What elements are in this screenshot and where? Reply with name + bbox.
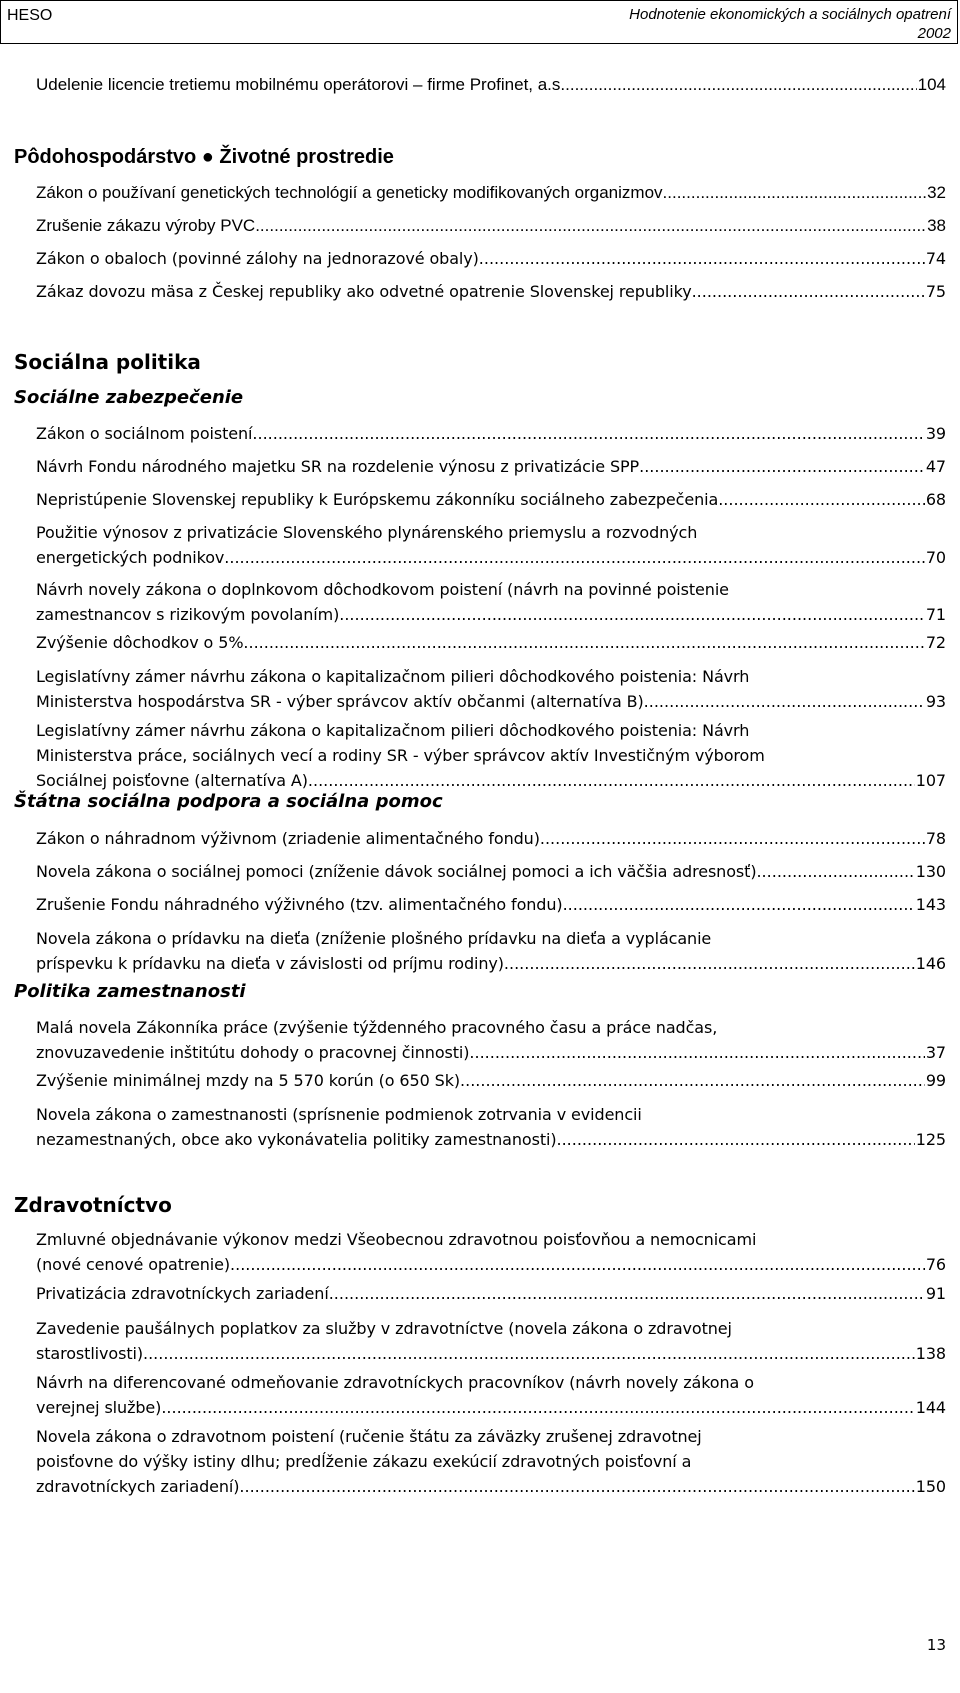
dot-leader [252,421,924,446]
toc-entry [36,1227,946,1277]
toc-entry [36,454,946,479]
page-number: 13 [926,1636,946,1654]
dot-leader [565,72,916,97]
dot-leader [469,1040,924,1065]
toc-entry-text: Zvýšenie dôchodkov o 5% [36,633,244,652]
toc-page-number: 70 [925,548,946,567]
toc-entry-line [36,1127,946,1152]
toc-entry [36,1102,946,1152]
toc-entry-line [36,520,946,545]
toc-entry-text: starostlivosti) [36,1344,143,1363]
toc-entry-line [36,1449,946,1474]
dot-leader [718,487,925,512]
toc-page-number: 74 [925,249,946,268]
toc-entry-line [36,1015,946,1040]
toc-entry-text: znovuzavedenie inštitútu dohody o pracovnej činnosti) [36,1043,470,1062]
dot-leader [239,1474,914,1499]
toc-page-number: 37 [925,1043,946,1062]
toc-entry-text: Sociálnej poisťovne (alternatíva A) [36,771,308,790]
dot-leader [230,1252,925,1277]
toc-entry-text: Zákon o sociálnom poistení [36,424,253,443]
toc-entry [36,213,946,238]
toc-entry-text: Legislatívny zámer návrhu zákona o kapitalizačnom pilieri dôchodkového poistenia: Návrh [36,667,750,686]
toc-entry [36,1370,946,1420]
toc-entry-text: Zvýšenie minimálnej mzdy na 5 570 korún (o 650 Sk) [36,1071,461,1090]
toc-page-number: 138 [915,1344,946,1363]
header-title: Hodnotenie ekonomických a sociálnych opatrení [629,6,951,23]
toc-entry [36,1281,946,1306]
toc-page-number: 72 [925,633,946,652]
toc-entry-line [36,1316,946,1341]
toc-page-number: 78 [925,829,946,848]
toc-entry-text: zamestnancov s rizikovým povolaním) [36,605,340,624]
toc-entry [36,72,946,97]
dot-leader [224,545,925,570]
toc-entry-text: Zákon o používaní genetických technológií a geneticky modifikovaných organizmov [36,183,663,202]
toc-entry-text: Návrh Fondu národného majetku SR na rozdelenie výnosu z privatizácie SPP [36,457,640,476]
toc-page-number: 130 [915,862,946,881]
subsection-heading: Štátna sociálna podpora a sociálna pomoc [14,791,443,812]
dot-leader [644,689,925,714]
toc-entry [36,926,946,976]
toc-entry-text: Privatizácia zdravotníckych zariadení [36,1284,329,1303]
dot-leader [639,454,925,479]
toc-entry-text: Zákaz dovozu mäsa z Českej republiky ako odvetné opatrenie Slovenskej republiky [36,282,692,301]
toc-entry-text: Nepristúpenie Slovenskej republiky k Európskemu zákonníku sociálneho zabezpečenia [36,490,719,509]
toc-entry [36,180,946,205]
toc-entry-text: Návrh novely zákona o doplnkovom dôchodkovom poistení (návrh na povinné poistenie [36,580,729,599]
toc-page-number: 125 [915,1130,946,1149]
toc-page-number: 76 [925,1255,946,1274]
dot-leader [308,768,915,793]
toc-page-number: 32 [927,183,946,202]
section-heading: Pôdohospodárstvo ● Životné prostredie [14,146,394,168]
toc-entry [36,859,946,884]
toc-page-number: 150 [915,1477,946,1496]
dot-leader [692,279,925,304]
toc-entry [36,630,946,655]
toc-entry-text: Novela zákona o sociálnej pomoci (zníženie dávok sociálnej pomoci a ich väčšia adresnosť) [36,862,757,881]
toc-entry-line [36,545,946,570]
toc-entry-text: Zrušenie zákazu výroby PVC [36,216,256,235]
toc-entry-text: Malá novela Zákonníka práce (zvýšenie týždenného pracovného času a práce nadčas, [36,1018,718,1037]
toc-entry [36,718,946,793]
toc-entry-text: príspevku k prídavku na dieťa v závislosti od príjmu rodiny) [36,954,504,973]
toc-entry-text: energetických podnikov [36,548,225,567]
toc-entry-line [36,1341,946,1366]
toc-entry-line [36,1424,946,1449]
dot-leader [563,892,915,917]
toc-entry-line [36,826,946,851]
dot-leader [479,246,925,271]
toc-entry-text: Použitie výnosov z privatizácie Slovenského plynárenského priemyslu a rozvodných [36,523,698,542]
toc-entry-text: Legislatívny zámer návrhu zákona o kapitalizačnom pilieri dôchodkového poistenia: Návrh [36,721,750,740]
toc-entry-line [36,213,946,238]
dot-leader [329,1281,925,1306]
subsection-heading: Politika zamestnanosti [14,981,246,1002]
toc-entry-line [36,630,946,655]
toc-entry-line [36,72,946,97]
header-right [629,5,951,43]
dot-leader [663,180,927,205]
toc-entry-text: Zavedenie paušálnych poplatkov za služby v zdravotníctve (novela zákona o zdravotnej [36,1319,732,1338]
toc-entry-line [36,1040,946,1065]
toc-entry-line [36,1227,946,1252]
toc-page-number: 143 [915,895,946,914]
toc-entry-line [36,926,946,951]
toc-page-number: 91 [925,1284,946,1303]
header-year: 2002 [917,25,951,42]
toc-entry-line [36,1281,946,1306]
toc-entry-line [36,1370,946,1395]
toc-entry-line [36,180,946,205]
dot-leader [504,951,915,976]
toc-entry [36,1316,946,1366]
toc-entry-text: poisťovne do výšky istiny dlhu; predĺženie zákazu exekúcií zdravotných poisťovní a [36,1452,692,1471]
toc-entry-text: Zákon o náhradnom výživnom (zriadenie alimentačného fondu) [36,829,540,848]
toc-entry-text: Novela zákona o zamestnanosti (sprísnenie podmienok zotrvania v evidencii [36,1105,642,1124]
toc-entry-text: (nové cenové opatrenie) [36,1255,231,1274]
toc-entry-line [36,421,946,446]
toc-page-number: 38 [927,216,946,235]
toc-entry-line [36,602,946,627]
toc-entry-line [36,664,946,689]
toc-entry [36,664,946,714]
toc-page-number: 99 [925,1071,946,1090]
toc-page-number: 146 [915,954,946,973]
toc-page-number: 71 [925,605,946,624]
toc-entry-line [36,1252,946,1277]
toc-entry-line [36,577,946,602]
dot-leader [243,630,924,655]
toc-entry [36,520,946,570]
toc-entry [36,279,946,304]
toc-entry-line [36,279,946,304]
toc-entry [36,577,946,627]
dot-leader [143,1341,915,1366]
dot-leader [255,213,926,238]
toc-entry-text: nezamestnaných, obce ako vykonávatelia politiky zamestnanosti) [36,1130,557,1149]
toc-entry [36,421,946,446]
toc-entry-text: verejnej službe) [36,1398,162,1417]
toc-entry [36,246,946,271]
toc-entry-line [36,951,946,976]
toc-entry-line [36,246,946,271]
toc-entry-line [36,1395,946,1420]
toc-entry-text: Novela zákona o zdravotnom poistení (ručenie štátu za záväzky zrušenej zdravotnej [36,1427,702,1446]
subsection-heading: Sociálne zabezpečenie [14,387,244,408]
toc-entry-text: zdravotníckych zariadení) [36,1477,240,1496]
dot-leader [557,1127,915,1152]
toc-page-number: 39 [925,424,946,443]
page-header [0,0,958,44]
toc-entry [36,1424,946,1499]
toc-page-number: 144 [915,1398,946,1417]
toc-entry-line [36,718,946,743]
toc-entry-text: Zmluvné objednávanie výkonov medzi Všeobecnou zdravotnou poisťovňou a nemocnicami [36,1230,757,1249]
toc-entry [36,1015,946,1065]
toc-entry-text: Ministerstva hospodárstva SR - výber správcov aktív občanmi (alternatíva B) [36,692,644,711]
toc-page-number: 47 [925,457,946,476]
toc-entry-text: Novela zákona o prídavku na dieťa (zníženie plošného prídavku na dieťa a vyplácanie [36,929,712,948]
toc-entry-line [36,454,946,479]
toc-page-number: 93 [925,692,946,711]
dot-leader [460,1068,925,1093]
dot-leader [161,1395,914,1420]
toc-entry-text: Ministerstva práce, sociálnych vecí a rodiny SR - výber správcov aktív Investičným výborom [36,746,765,765]
toc-entry-line [36,768,946,793]
toc-page-number: 104 [917,75,946,94]
section-heading: Sociálna politika [14,350,201,374]
toc-entry-text: Návrh na diferencované odmeňovanie zdravotníckych pracovníkov (návrh novely zákona o [36,1373,754,1392]
toc-entry-line [36,859,946,884]
toc-entry-text: Zákon o obaloch (povinné zálohy na jednorazové obaly) [36,249,479,268]
toc-entry [36,892,946,917]
dot-leader [339,602,925,627]
toc-entry-text: Zrušenie Fondu náhradného výživného (tzv. alimentačného fondu) [36,895,563,914]
toc-entry-line [36,743,946,768]
toc-page-number: 75 [925,282,946,301]
toc-page-number: 68 [925,490,946,509]
toc-entry-line [36,892,946,917]
header-left: HESO [7,7,53,24]
section-heading: Zdravotníctvo [14,1193,172,1217]
toc-entry [36,487,946,512]
toc-entry-line [36,689,946,714]
toc-entry-line [36,1068,946,1093]
toc-entry-line [36,1474,946,1499]
toc-entry-line [36,1102,946,1127]
toc-entry-text: Udelenie licencie tretiemu mobilnému operátorovi – firme Profinet, a.s. [36,75,566,94]
toc-page-number: 107 [915,771,946,790]
dot-leader [540,826,925,851]
toc-entry-line [36,487,946,512]
dot-leader [756,859,914,884]
toc-entry [36,1068,946,1093]
toc-entry [36,826,946,851]
